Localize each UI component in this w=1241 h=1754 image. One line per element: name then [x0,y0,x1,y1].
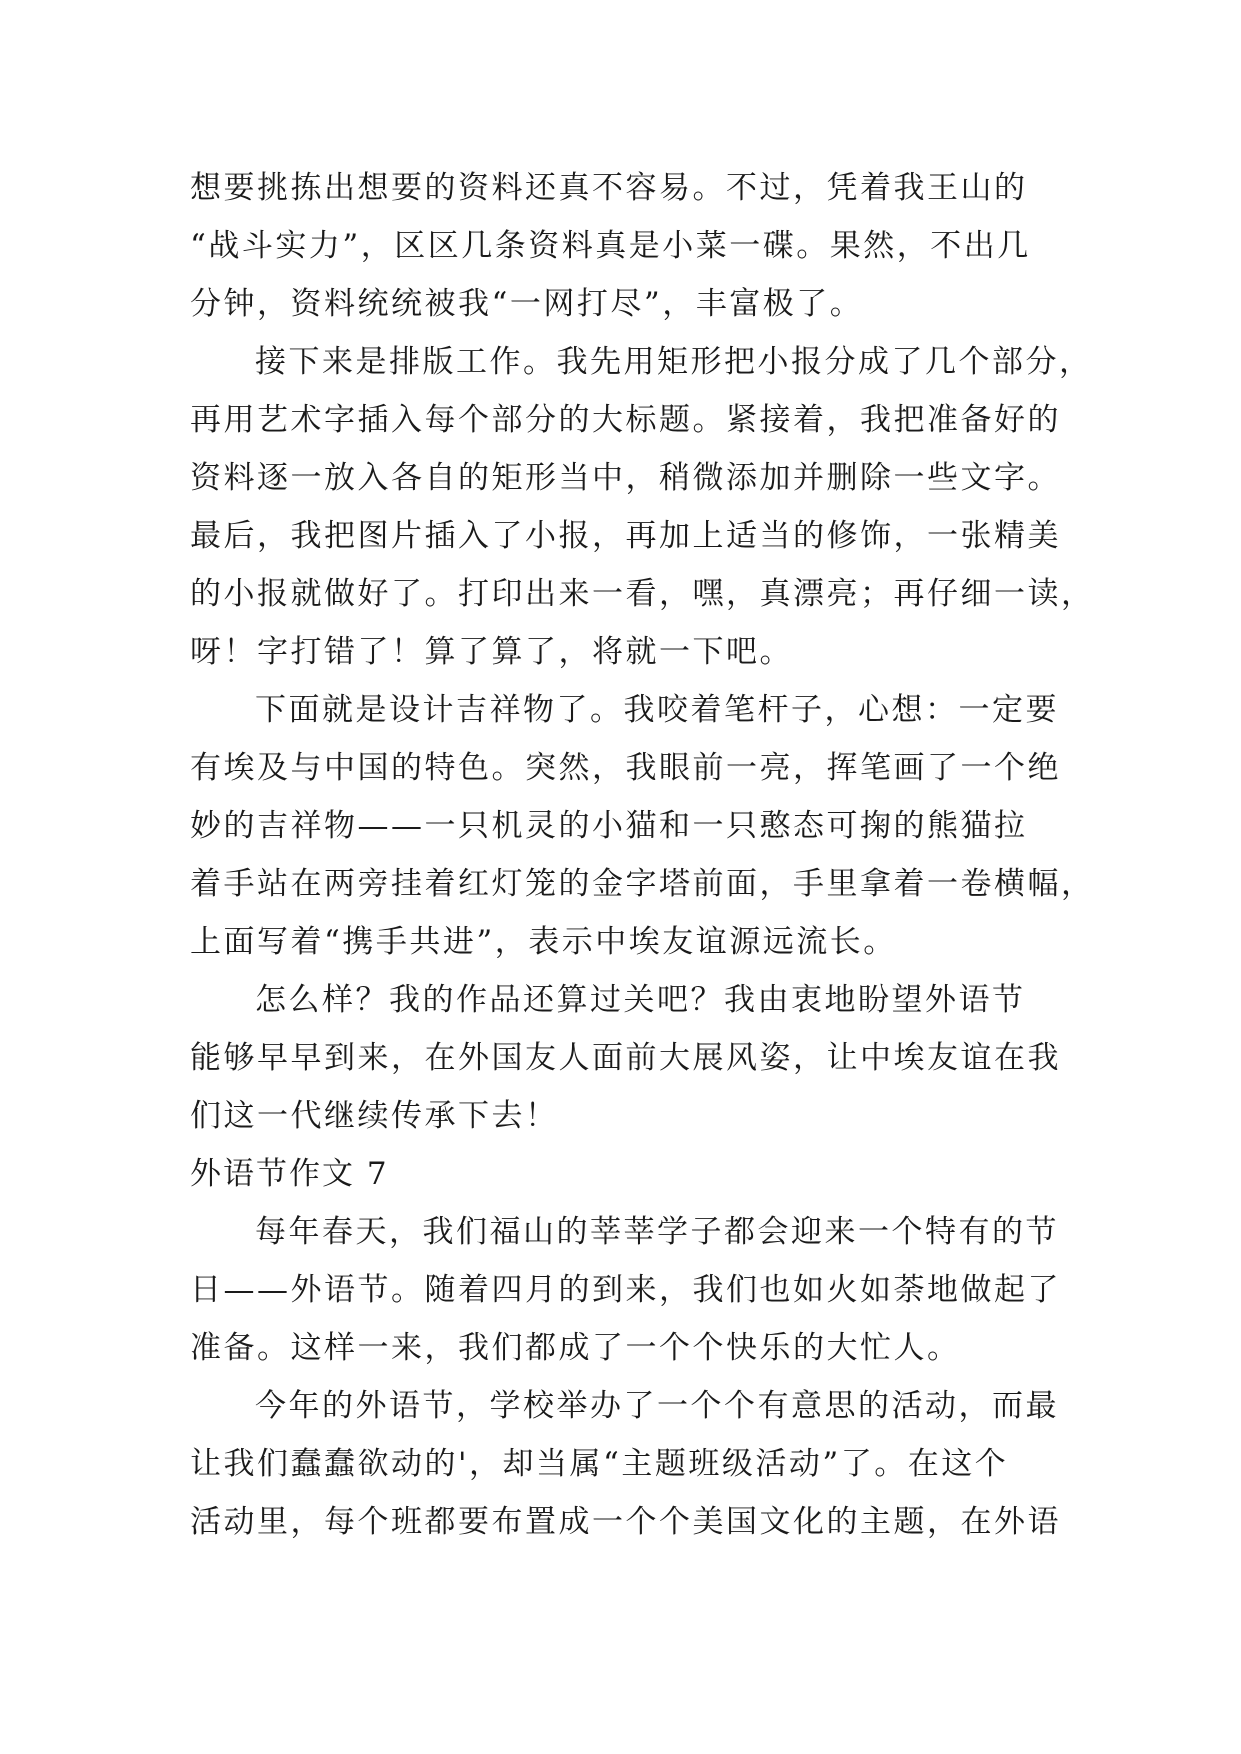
text-line: 着手站在两旁挂着红灯笼的金字塔前面，手里拿着一卷横幅， [190,866,1095,902]
text-line: 让我们蠢蠢欲动的'，却当属“主题班级活动”了。在这个 [190,1446,1009,1482]
text-line: 妙的吉祥物——一只机灵的小猫和一只憨态可掬的熊猫拉 [190,808,1028,844]
text-line: 资料逐一放入各自的矩形当中，稍微添加并删除一些文字。 [190,460,1061,496]
text-line: 日——外语节。随着四月的到来，我们也如火如荼地做起了 [190,1272,1061,1308]
paragraph-start-line: 下面就是设计吉祥物了。我咬着笔杆子，心想：一定要 [255,692,1059,728]
text-line: 分钟，资料统统被我“一网打尽”，丰富极了。 [190,286,864,322]
text-line: 有埃及与中国的特色。突然，我眼前一亮，挥笔画了一个绝 [190,750,1061,786]
text-line: 最后，我把图片插入了小报，再加上适当的修饰，一张精美 [190,518,1061,554]
paragraph-start-line: 接下来是排版工作。我先用矩形把小报分成了几个部分， [255,344,1093,380]
text-line: 准备。这样一来，我们都成了一个个快乐的大忙人。 [190,1330,961,1366]
text-line: 上面写着“携手共进”，表示中埃友谊源远流长。 [190,924,897,960]
text-line: 们这一代继续传承下去！ [190,1098,559,1134]
text-line: “战斗实力”，区区几条资料真是小菜一碟。果然，不出几 [190,228,1031,264]
section-heading: 外语节作文 7 [190,1156,389,1192]
paragraph-start-line: 怎么样？我的作品还算过关吧？我由衷地盼望外语节 [255,982,1026,1018]
text-line: 的小报就做好了。打印出来一看，嘿，真漂亮；再仔细一读， [190,576,1095,612]
paragraph-start-line: 每年春天，我们福山的莘莘学子都会迎来一个特有的节 [255,1214,1059,1250]
text-line: 再用艺术字插入每个部分的大标题。紧接着，我把准备好的 [190,402,1061,438]
text-line: 能够早早到来，在外国友人面前大展风姿，让中埃友谊在我 [190,1040,1061,1076]
text-line: 活动里，每个班都要布置成一个个美国文化的主题，在外语 [190,1504,1061,1540]
paragraph-start-line: 今年的外语节，学校举办了一个个有意思的活动，而最 [255,1388,1059,1424]
text-line: 想要挑拣出想要的资料还真不容易。不过，凭着我王山的 [190,170,1028,206]
text-line: 呀！字打错了！算了算了，将就一下吧。 [190,634,793,670]
